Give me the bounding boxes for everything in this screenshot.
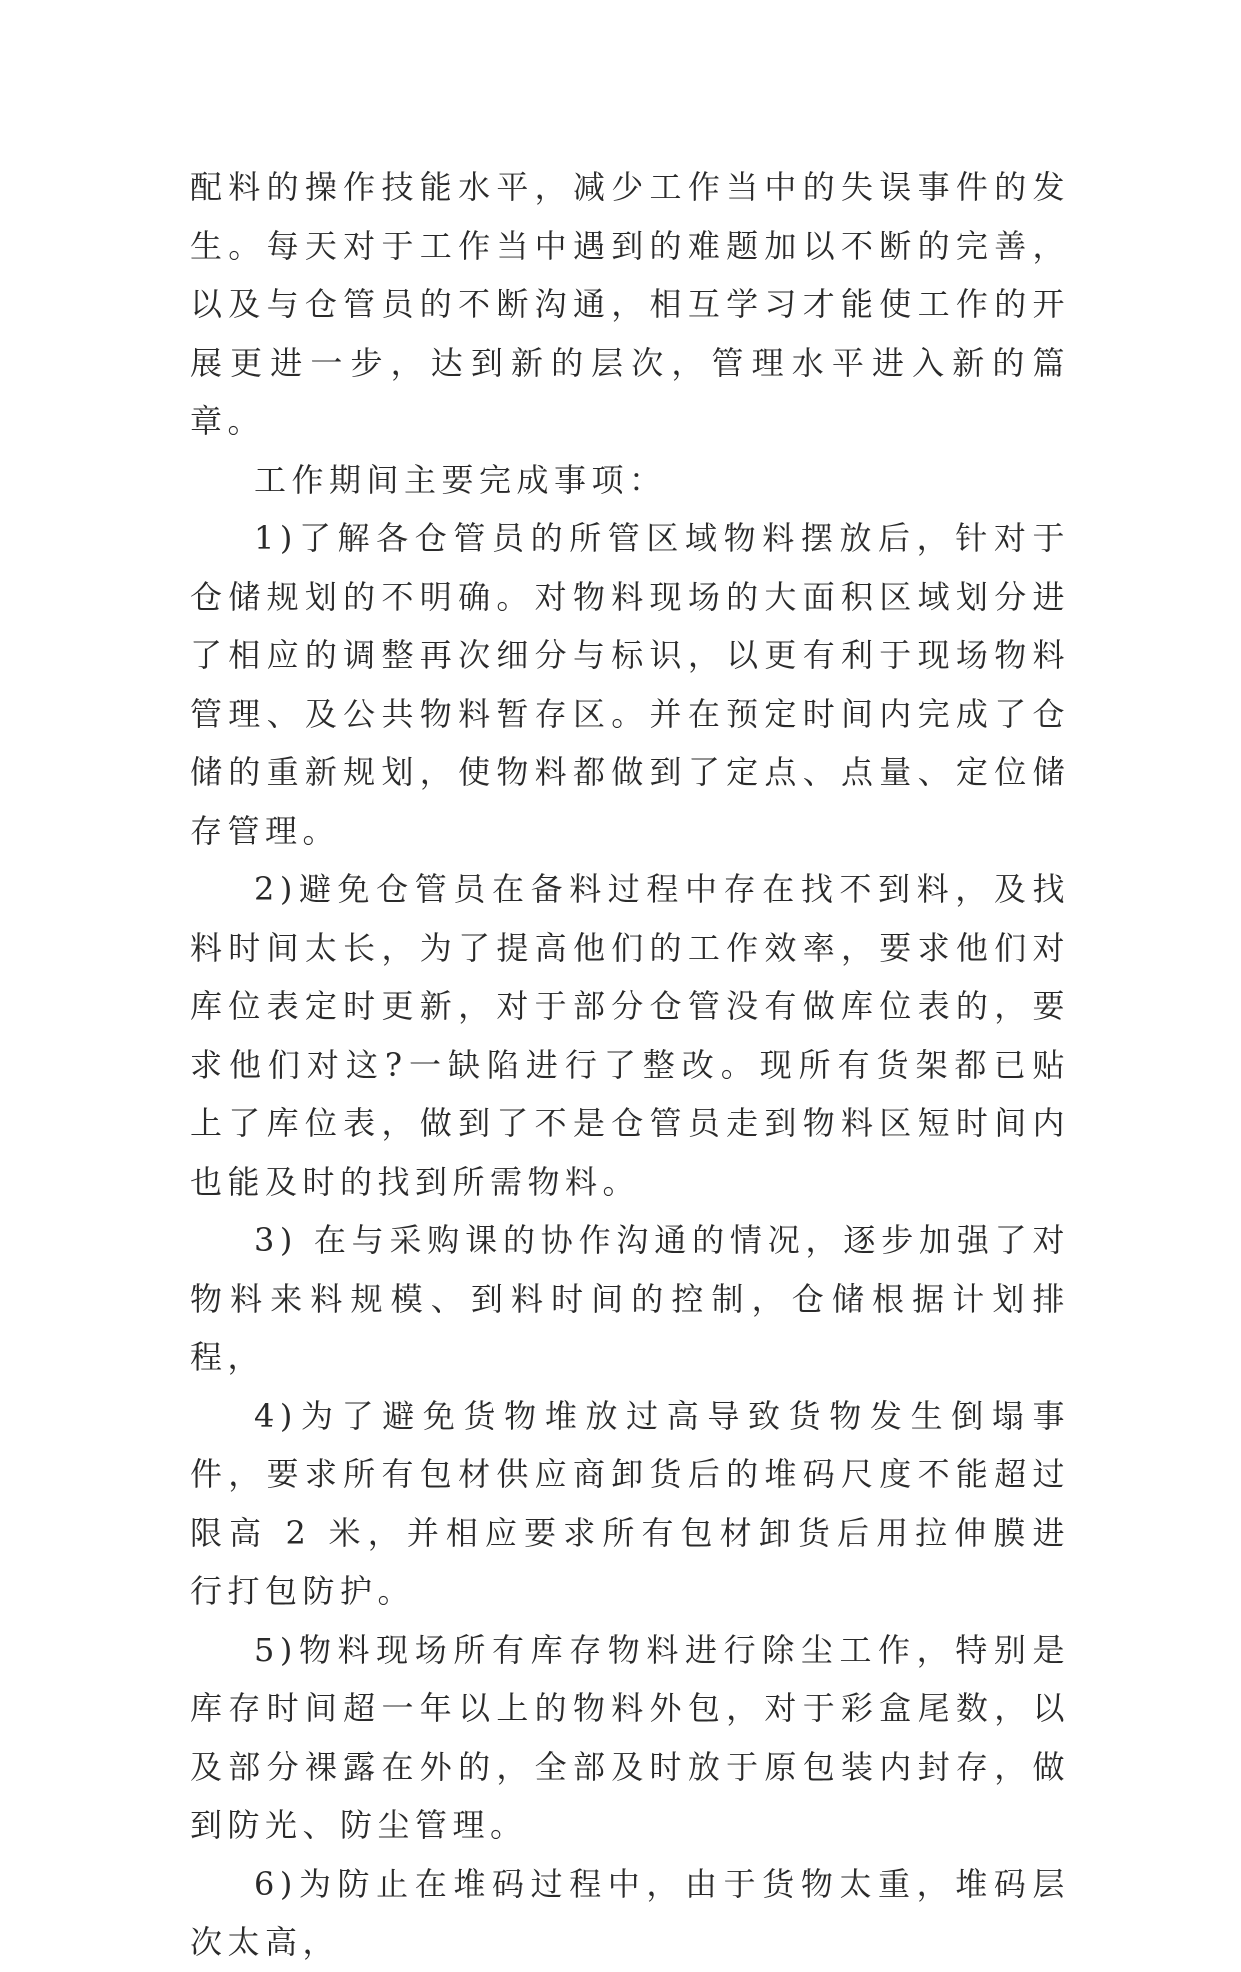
document-body [190,158,1070,1972]
paragraph-continuation: 配料的操作技能水平，减少工作当中的失误事件的发生。每天对于工作当中遇到的难题加以不断的完善，以及与仓管员的不断沟通，相互学习才能使工作的开展更进一步，达到新的层次，管理水平进入新的篇章。 [190,168,1070,440]
paragraph-item-5: 5)物料现场所有库存物料进行除尘工作，特别是库存时间超一年以上的物料外包，对于彩盒尾数，以及部分裸露在外的，全部及时放于原包装内封存，做到防光、防尘管理。 [190,1630,1070,1844]
paragraph-item-6: 6)为防止在堆码过程中，由于货物太重，堆码层次太高， [190,1864,1070,1961]
paragraph-item-2: 2)避免仓管员在备料过程中存在找不到料，及找料时间太长，为了提高他们的工作效率，要求他们对库位表定时更新，对于部分仓管没有做库位表的，要求他们对这?一缺陷进行了整改。现所有货架都已贴上了库位表，做到了不是仓管员走到物料区短时间内也能及时的找到所需物料。 [190,870,1070,1201]
paragraph-item-3: 3) 在与采购课的协作沟通的情况，逐步加强了对物料来料规模、到料时间的控制，仓储根据计划排程， [190,1221,1070,1376]
paragraph-section-heading: 工作期间主要完成事项： [254,460,667,499]
paragraph-item-1: 1)了解各仓管员的所管区域物料摆放后，针对于仓储规划的不明确。对物料现场的大面积区域划分进了相应的调整再次细分与标识，以更有利于现场物料管理、及公共物料暂存区。并在预定时间内完成了仓储的重新规划，使物料都做到了定点、点量、定位储存管理。 [190,519,1070,850]
paragraph-item-4: 4)为了避免货物堆放过高导致货物发生倒塌事件，要求所有包材供应商卸货后的堆码尺度不能超过限高 2 米，并相应要求所有包材卸货后用拉伸膜进行打包防护。 [190,1396,1070,1610]
